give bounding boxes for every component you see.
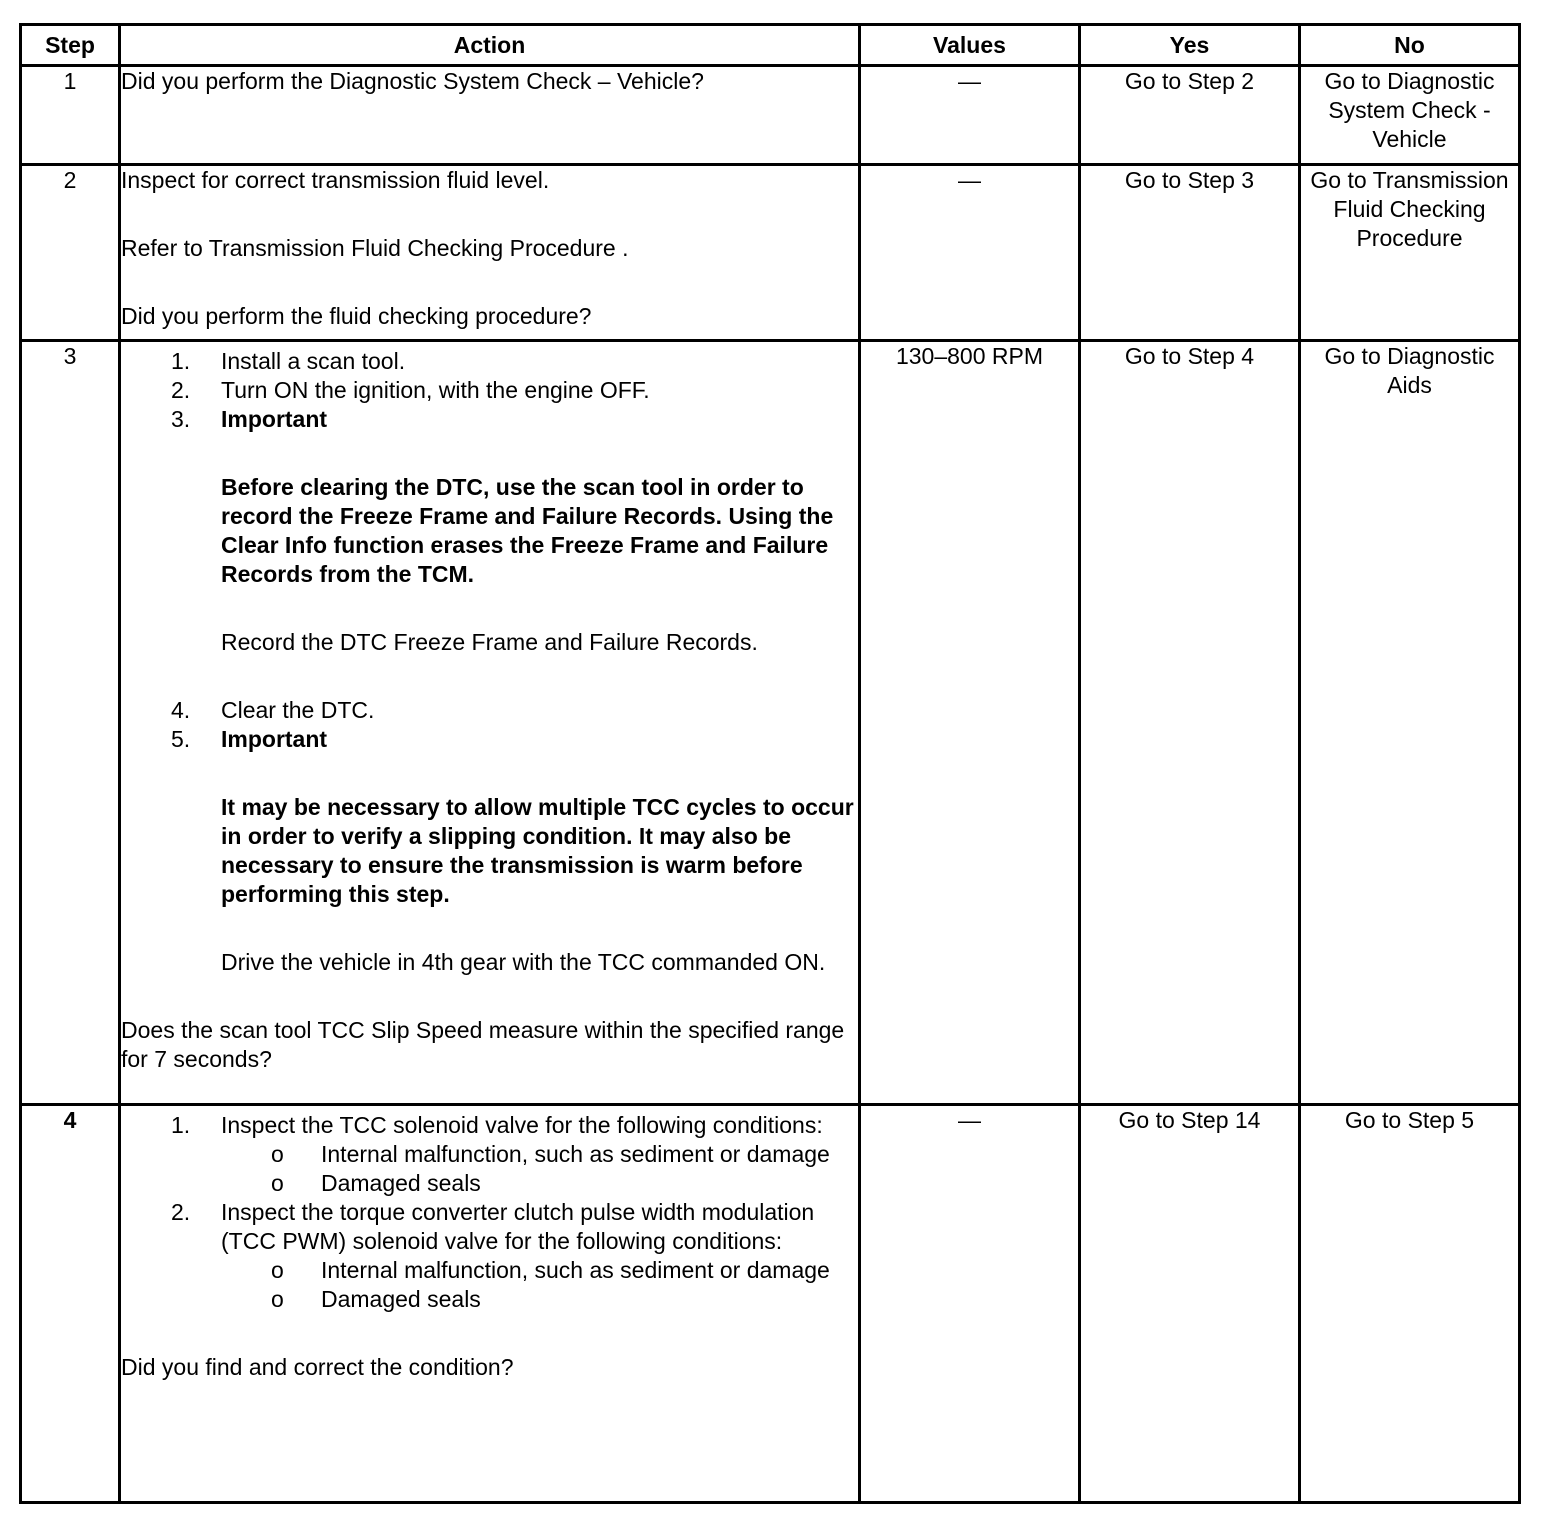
table-row-2 [21,165,1520,341]
bullet-item [121,1285,858,1314]
header-row [21,25,1520,66]
list-text: Clear the DTC. [221,697,375,723]
values-cell: — [860,66,1080,165]
bullet-text: Damaged seals [321,1286,481,1312]
yes-cell: Go to Step 3 [1080,165,1300,341]
list-number: 2. [171,1199,191,1225]
bullet-text: Damaged seals [321,1170,481,1196]
important-note: Before clearing the DTC, use the scan tool in order to record the Freeze Frame and Failure Records. Using the Clear Info function erases the Freeze Frame and Failure Records from the TCM. [221,474,834,587]
important-note: It may be necessary to allow multiple TCC cycles to occur in order to verify a slipping condition. It may also be necessary to ensure the transmission is warm before performing this step. [221,794,854,907]
list-number: 5. [171,726,191,752]
step-number: 1 [21,66,120,165]
list-number: 4. [171,697,191,723]
important-title: Important [221,726,328,752]
step-number: 4 [21,1105,120,1503]
action-question: Did you find and correct the condition? [121,1354,514,1380]
action-cell [120,1105,860,1503]
action-cell [120,165,860,341]
bullet-list [121,1140,858,1198]
step-number: 2 [21,165,120,341]
values-cell: — [860,165,1080,341]
list-item [121,696,858,725]
no-cell: Go to Step 5 [1300,1105,1520,1503]
list-item [121,725,858,1016]
list-text: Drive the vehicle in 4th gear with the TCC commanded ON. [221,949,826,975]
yes-cell: Go to Step 4 [1080,341,1300,1105]
bullet-marker: o [271,1286,284,1312]
list-item [121,1111,858,1198]
header-step: Step [21,25,120,66]
bullet-marker: o [271,1141,284,1167]
list-text: Turn ON the ignition, with the engine OFF. [221,377,650,403]
table-row-3 [21,341,1520,1105]
bullet-item [121,1140,858,1169]
list-text: Install a scan tool. [221,348,406,374]
header-action: Action [120,25,860,66]
yes-cell: Go to Step 14 [1080,1105,1300,1503]
diagnostic-table [19,23,1521,1504]
list-item [121,376,858,405]
list-item [121,1198,858,1314]
no-cell: Go to Transmission Fluid Checking Procedure [1300,165,1520,341]
action-text: Refer to Transmission Fluid Checking Procedure . [121,235,629,261]
important-title: Important [221,406,328,432]
list-item [121,347,858,376]
header-values: Values [860,25,1080,66]
action-question: Did you perform the fluid checking procedure? [121,303,592,329]
bullet-item [121,1256,858,1285]
yes-cell: Go to Step 2 [1080,66,1300,165]
header-no: No [1300,25,1520,66]
list-number: 1. [171,348,191,374]
numbered-list [121,1111,858,1314]
bullet-marker: o [271,1257,284,1283]
table-row-1 [21,66,1520,165]
header-yes: Yes [1080,25,1300,66]
bullet-list [121,1256,858,1314]
list-text: Inspect the torque converter clutch pulse width modulation (TCC PWM) solenoid valve for the following conditions: [221,1199,815,1254]
values-cell: — [860,1105,1080,1503]
bullet-text: Internal malfunction, such as sediment or damage [321,1141,830,1167]
action-question: Does the scan tool TCC Slip Speed measure within the specified range for 7 seconds? [121,1017,845,1072]
list-number: 3. [171,406,191,432]
list-item [121,405,858,696]
values-cell: 130–800 RPM [860,341,1080,1105]
bullet-item [121,1169,858,1198]
bullet-marker: o [271,1170,284,1196]
list-number: 2. [171,377,191,403]
no-cell: Go to Diagnostic System Check - Vehicle [1300,66,1520,165]
no-cell: Go to Diagnostic Aids [1300,341,1520,1105]
action-text: Did you perform the Diagnostic System Check – Vehicle? [121,68,704,94]
numbered-list [121,347,858,1016]
table-row-4 [21,1105,1520,1503]
list-text: Record the DTC Freeze Frame and Failure Records. [221,629,758,655]
action-text: Inspect for correct transmission fluid level. [121,167,550,193]
step-number: 3 [21,341,120,1105]
bullet-text: Internal malfunction, such as sediment or damage [321,1257,830,1283]
list-text: Inspect the TCC solenoid valve for the following conditions: [221,1112,823,1138]
list-number: 1. [171,1112,191,1138]
action-cell [120,341,860,1105]
action-cell [120,66,860,165]
